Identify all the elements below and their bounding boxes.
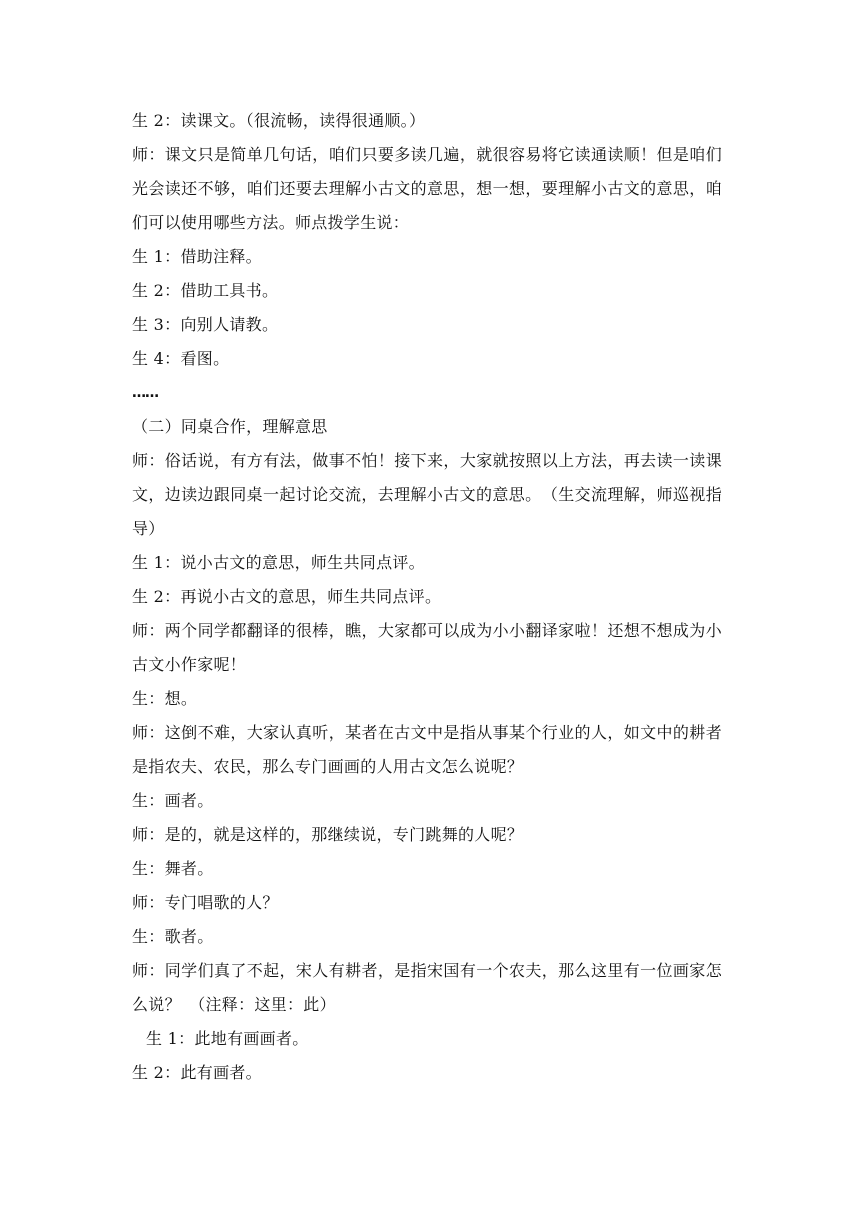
student-line: 生 4：看图。 [132,349,230,368]
ellipsis-line: …… [132,385,158,401]
student-line: 生：想。 [132,689,198,708]
section-heading: （二）同桌合作，理解意思 [132,417,328,436]
student-line: 生：舞者。 [132,859,214,878]
student-line: 生：画者。 [132,791,214,810]
student-line: 生 1：此地有画画者。 [146,1029,309,1048]
teacher-line: 师：课文只是简单几句话，咱们只要多读几遍，就很容易将它读通读顺！但是咱们光会读还不够，咱们还要去理解小古文的意思，想一想，要理解小古文的意思，咱们可以使用哪些方法。师点拨学生说： [132,145,722,232]
student-line: 生 2：再说小古文的意思，师生共同点评。 [132,587,442,606]
student-line: 生 2：读课文。（很流畅，读得很通顺。） [132,111,426,130]
teacher-line: 师：专门唱歌的人？ [132,893,279,912]
teacher-line: 师：俗话说，有方有法，做事不怕！接下来，大家就按照以上方法，再去读一读课文，边读边跟同桌一起讨论交流，去理解小古文的意思。 （生交流理解，师巡视指导） [132,451,722,538]
student-line: 生 1：说小古文的意思，师生共同点评。 [132,553,425,572]
teacher-line: 师：这倒不难，大家认真听，某者在古文中是指从事某个行业的人，如文中的耕者是指农夫、农民，那么专门画画的人用古文怎么说呢？ [132,723,722,776]
student-line: 生 2：借助工具书。 [132,281,279,300]
student-line: 生 3：向别人请教。 [132,315,279,334]
teacher-line: 师：同学们真了不起，宋人有耕者，是指宋国有一个农夫，那么这里有一位画家怎么说？ （注释：这里：此） [132,961,722,1014]
student-line: 生 2：此有画者。 [132,1063,262,1082]
student-line: 生：歌者。 [132,927,214,946]
teacher-line: 师：两个同学都翻译的很棒，瞧，大家都可以成为小小翻译家啦！还想不想成为小古文小作家呢！ [132,621,722,674]
teacher-line: 师：是的，就是这样的，那继续说，专门跳舞的人呢？ [132,825,524,844]
document-body [132,104,722,1090]
student-line: 生 1：借助注释。 [132,247,262,266]
